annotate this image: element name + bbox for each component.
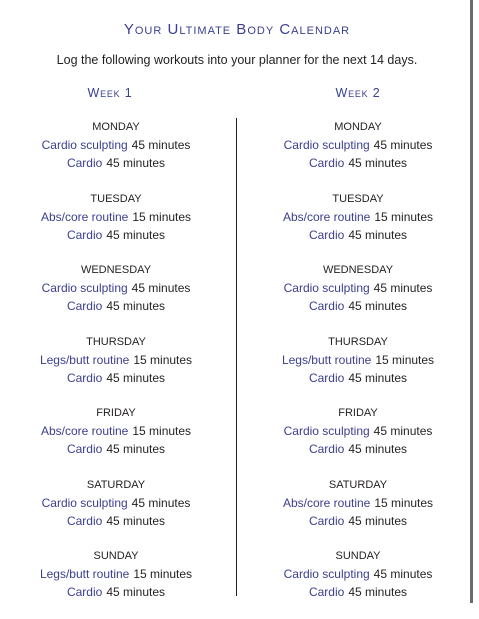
day-block bbox=[0, 404, 232, 476]
workout-name: Cardio bbox=[66, 513, 103, 528]
workout-duration: 45 minutes bbox=[106, 442, 166, 456]
day-name: TUESDAY bbox=[90, 192, 142, 205]
day-name: SATURDAY bbox=[86, 478, 146, 491]
workout-name: Cardio bbox=[66, 370, 103, 385]
workout-duration: 45 minutes bbox=[373, 281, 433, 295]
workout-name: Cardio sculpting bbox=[283, 567, 370, 581]
workout-name: Cardio bbox=[308, 442, 345, 456]
week-2-heading: Week 2 bbox=[335, 86, 381, 100]
day-block bbox=[0, 118, 232, 190]
workout-duration: 45 minutes bbox=[373, 424, 433, 438]
workout-duration: 15 minutes bbox=[132, 424, 192, 438]
workout-duration: 45 minutes bbox=[348, 442, 408, 456]
column-divider bbox=[236, 118, 237, 596]
workout-line bbox=[244, 297, 472, 315]
day-block bbox=[0, 333, 232, 405]
workout-name: Legs/butt routine bbox=[39, 567, 130, 581]
workout-line bbox=[0, 494, 232, 512]
workout-line bbox=[0, 565, 232, 583]
day-block bbox=[0, 547, 232, 619]
workout-line bbox=[0, 136, 232, 154]
workout-line bbox=[244, 351, 472, 369]
week-2-column bbox=[244, 86, 472, 619]
workout-name: Cardio bbox=[308, 513, 345, 528]
day-block bbox=[244, 404, 472, 476]
workout-name: Cardio bbox=[308, 156, 345, 170]
workout-duration: 45 minutes bbox=[131, 138, 191, 152]
workout-duration: 45 minutes bbox=[348, 299, 408, 313]
workout-line bbox=[0, 208, 232, 226]
day-name: SATURDAY bbox=[328, 478, 388, 491]
day-block bbox=[244, 333, 472, 405]
workout-name: Legs/butt routine bbox=[281, 352, 372, 367]
workout-duration: 15 minutes bbox=[374, 495, 434, 510]
workout-name: Cardio sculpting bbox=[41, 138, 128, 152]
day-block bbox=[244, 547, 472, 619]
workout-name: Cardio sculpting bbox=[283, 424, 370, 438]
workout-line bbox=[244, 565, 472, 583]
workout-duration: 45 minutes bbox=[106, 156, 166, 170]
workout-duration: 45 minutes bbox=[348, 513, 408, 528]
workout-line bbox=[244, 494, 472, 512]
workout-line bbox=[244, 154, 472, 172]
day-block bbox=[244, 118, 472, 190]
day-name: WEDNESDAY bbox=[322, 264, 394, 276]
day-block bbox=[0, 190, 232, 262]
workout-name: Cardio bbox=[308, 227, 345, 242]
workout-line bbox=[244, 136, 472, 154]
workout-name: Legs/butt routine bbox=[39, 352, 130, 367]
week-2-days bbox=[244, 118, 472, 619]
day-name: MONDAY bbox=[92, 121, 140, 133]
workout-duration: 45 minutes bbox=[348, 227, 408, 242]
workout-duration: 45 minutes bbox=[373, 567, 433, 581]
day-name: MONDAY bbox=[334, 121, 382, 133]
workout-line bbox=[0, 351, 232, 369]
workout-duration: 15 minutes bbox=[374, 209, 434, 224]
day-name: THURSDAY bbox=[86, 335, 146, 348]
workout-duration: 45 minutes bbox=[106, 299, 166, 313]
workout-name: Abs/core routine bbox=[282, 495, 371, 510]
week-1-heading: Week 1 bbox=[87, 86, 133, 100]
workout-line bbox=[0, 297, 232, 315]
day-name: THURSDAY bbox=[328, 335, 388, 348]
day-name: TUESDAY bbox=[332, 192, 384, 205]
page-subtitle: Log the following workouts into your planner for the next 14 days. bbox=[56, 53, 418, 67]
workout-duration: 15 minutes bbox=[375, 352, 435, 367]
workout-line bbox=[244, 279, 472, 297]
day-block bbox=[244, 476, 472, 548]
workout-line bbox=[0, 440, 232, 458]
workout-name: Cardio bbox=[308, 299, 345, 313]
day-name: FRIDAY bbox=[338, 407, 378, 419]
workout-name: Cardio sculpting bbox=[283, 138, 370, 152]
week-1-column bbox=[0, 86, 232, 619]
workout-name: Cardio bbox=[308, 585, 345, 599]
workout-line bbox=[0, 512, 232, 530]
workout-duration: 15 minutes bbox=[133, 352, 193, 367]
workout-name: Abs/core routine bbox=[40, 424, 129, 438]
day-name: WEDNESDAY bbox=[80, 264, 152, 276]
day-name: SUNDAY bbox=[93, 550, 139, 562]
workout-duration: 15 minutes bbox=[132, 209, 192, 224]
workout-name: Cardio bbox=[66, 299, 103, 313]
day-block bbox=[0, 476, 232, 548]
workout-duration: 45 minutes bbox=[106, 513, 166, 528]
workout-line bbox=[244, 440, 472, 458]
workout-duration: 45 minutes bbox=[373, 138, 433, 152]
workout-line bbox=[244, 583, 472, 601]
workout-line bbox=[244, 422, 472, 440]
workout-name: Cardio bbox=[66, 442, 103, 456]
workout-line bbox=[0, 226, 232, 244]
workout-line bbox=[0, 369, 232, 387]
workout-line bbox=[0, 154, 232, 172]
workout-line bbox=[0, 422, 232, 440]
workout-line bbox=[244, 226, 472, 244]
workout-line bbox=[244, 369, 472, 387]
workout-duration: 45 minutes bbox=[106, 370, 166, 385]
workout-line bbox=[244, 208, 472, 226]
workout-duration: 15 minutes bbox=[133, 567, 193, 581]
workout-name: Cardio bbox=[66, 585, 103, 599]
workout-line bbox=[0, 279, 232, 297]
day-block bbox=[244, 190, 472, 262]
workout-line bbox=[0, 583, 232, 601]
workout-name: Cardio bbox=[66, 156, 103, 170]
workout-name: Abs/core routine bbox=[282, 209, 371, 224]
workout-name: Cardio sculpting bbox=[41, 495, 128, 510]
day-name: FRIDAY bbox=[96, 407, 136, 419]
workout-duration: 45 minutes bbox=[131, 281, 191, 295]
day-block bbox=[0, 261, 232, 333]
workout-name: Cardio bbox=[66, 227, 103, 242]
workout-duration: 45 minutes bbox=[348, 370, 408, 385]
day-block bbox=[244, 261, 472, 333]
workout-line bbox=[244, 512, 472, 530]
workout-name: Cardio sculpting bbox=[41, 281, 128, 295]
workout-duration: 45 minutes bbox=[106, 585, 166, 599]
workout-duration: 45 minutes bbox=[131, 495, 191, 510]
workout-name: Cardio sculpting bbox=[283, 281, 370, 295]
workout-name: Abs/core routine bbox=[40, 209, 129, 224]
workout-duration: 45 minutes bbox=[106, 227, 166, 242]
workout-duration: 45 minutes bbox=[348, 585, 408, 599]
workout-duration: 45 minutes bbox=[348, 156, 408, 170]
day-name: SUNDAY bbox=[335, 550, 381, 562]
page-title: Your Ultimate Body Calendar bbox=[123, 21, 351, 38]
week-1-days bbox=[0, 118, 232, 619]
workout-name: Cardio bbox=[308, 370, 345, 385]
